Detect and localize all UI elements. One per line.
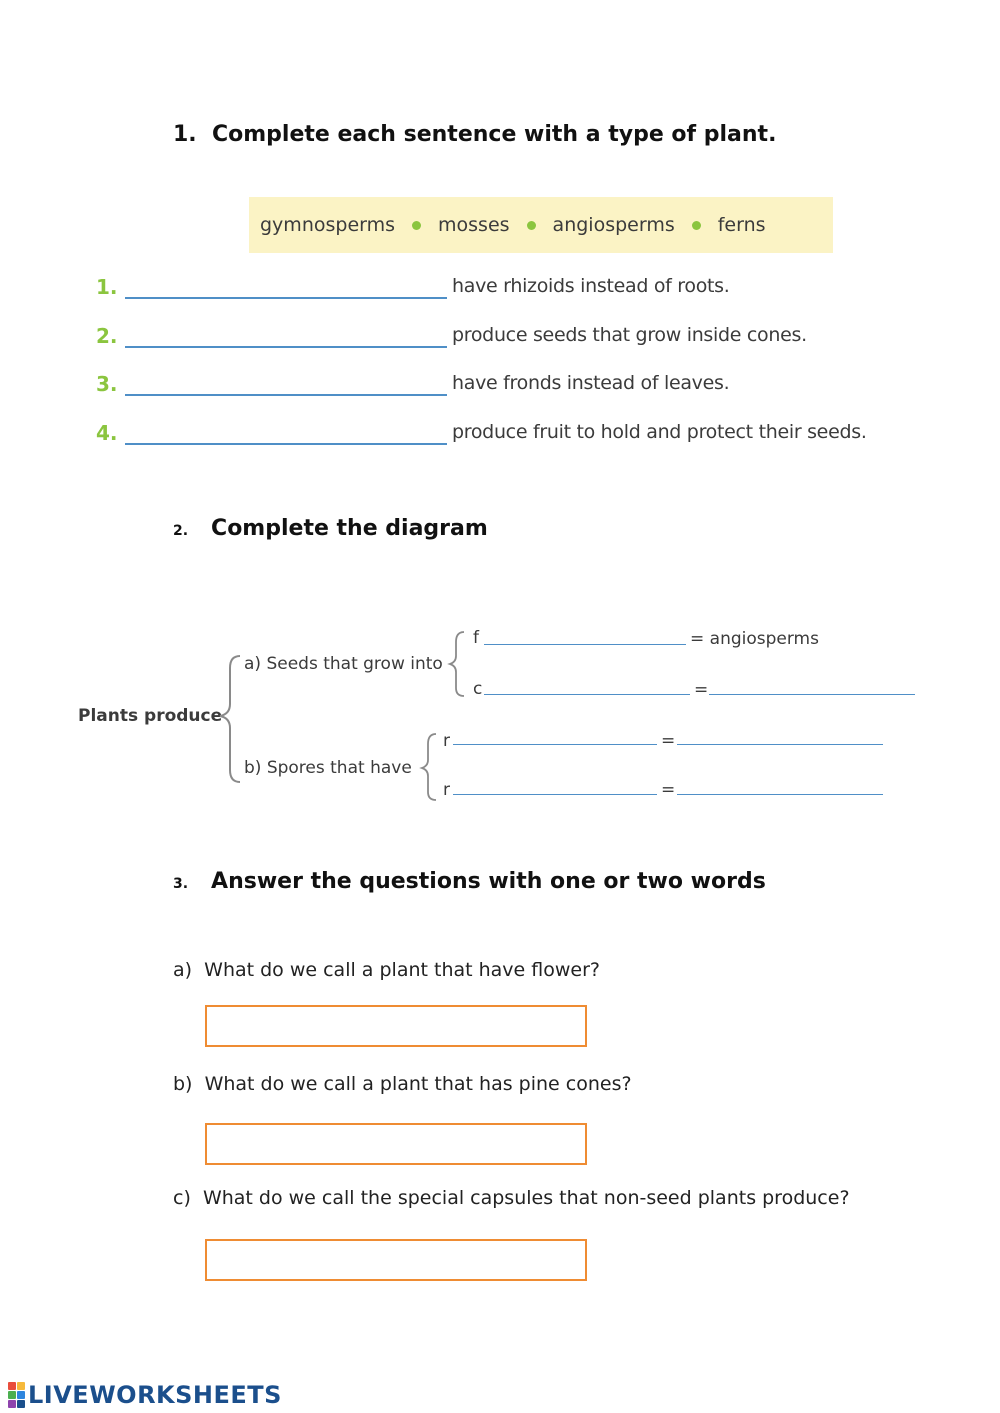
question-c [173, 1187, 850, 1209]
diagram-branch-b: b) Spores that have [244, 758, 412, 778]
diagram-blank[interactable] [709, 694, 915, 695]
exercise-number: 3. [96, 372, 118, 396]
diagram-letter-r: r [443, 780, 450, 800]
left-brace-icon [220, 656, 240, 782]
exercise-sentence: produce seeds that grow inside cones. [452, 324, 807, 346]
section3-title: Answer the questions with one or two words [211, 869, 766, 894]
left-brace-icon [450, 632, 464, 696]
section2-title: Complete the diagram [211, 516, 488, 541]
question-text: What do we call the special capsules that non-seed plants produce? [202, 1187, 850, 1209]
diagram-equals: = [694, 680, 709, 700]
exercise-number: 1. [96, 275, 118, 299]
question-text: What do we call a plant that have flower? [204, 959, 600, 981]
answer-box-b[interactable] [205, 1123, 587, 1165]
section2-number: 2. [173, 523, 189, 539]
wordbank-word: ferns [717, 214, 766, 236]
section1-title: Complete each sentence with a type of plant. [212, 122, 777, 147]
logo-blocks-icon [8, 1382, 25, 1408]
exercise-sentence: have rhizoids instead of roots. [452, 275, 730, 297]
logo-text: LIVEWORKSHEETS [28, 1381, 282, 1409]
question-label: a) [173, 959, 193, 981]
answer-box-c[interactable] [205, 1239, 587, 1281]
diagram-blank[interactable] [484, 644, 686, 645]
wordbank-word: angiosperms [552, 214, 675, 236]
diagram-letter-r: r [443, 731, 450, 751]
diagram-branch-a: a) Seeds that grow into [244, 654, 443, 674]
left-brace-icon [422, 734, 436, 800]
exercise-number: 2. [96, 324, 118, 348]
exercise-sentence: produce fruit to hold and protect their seeds. [452, 421, 867, 443]
diagram-letter-c: c [473, 679, 483, 699]
diagram-equals: = [661, 780, 676, 800]
wordbank-word: mosses [438, 214, 510, 236]
answer-box-a[interactable] [205, 1005, 587, 1047]
question-text: What do we call a plant that has pine cones? [204, 1073, 632, 1095]
section3-number: 3. [173, 876, 189, 892]
question-b [173, 1073, 632, 1095]
diagram-equals: = [661, 731, 676, 751]
section3-heading [173, 869, 766, 894]
diagram-f-result: = angiosperms [690, 629, 819, 649]
wordbank-word: gymnosperms [260, 214, 396, 236]
exercise-sentence: have fronds instead of leaves. [452, 372, 730, 394]
section1-number: 1. [173, 122, 197, 147]
diagram-root-label: Plants produce [78, 706, 223, 726]
diagram-blank[interactable] [484, 694, 690, 695]
diagram-blank[interactable] [677, 744, 883, 745]
diagram-blank[interactable] [453, 794, 657, 795]
question-label: c) [173, 1187, 191, 1209]
exercise-number: 4. [96, 421, 118, 445]
diagram-blank[interactable] [453, 744, 657, 745]
question-a [173, 959, 600, 981]
diagram-letter-f: f [473, 628, 479, 648]
question-label: b) [173, 1073, 193, 1095]
diagram-blank[interactable] [677, 794, 883, 795]
liveworksheets-logo[interactable] [8, 1381, 282, 1409]
